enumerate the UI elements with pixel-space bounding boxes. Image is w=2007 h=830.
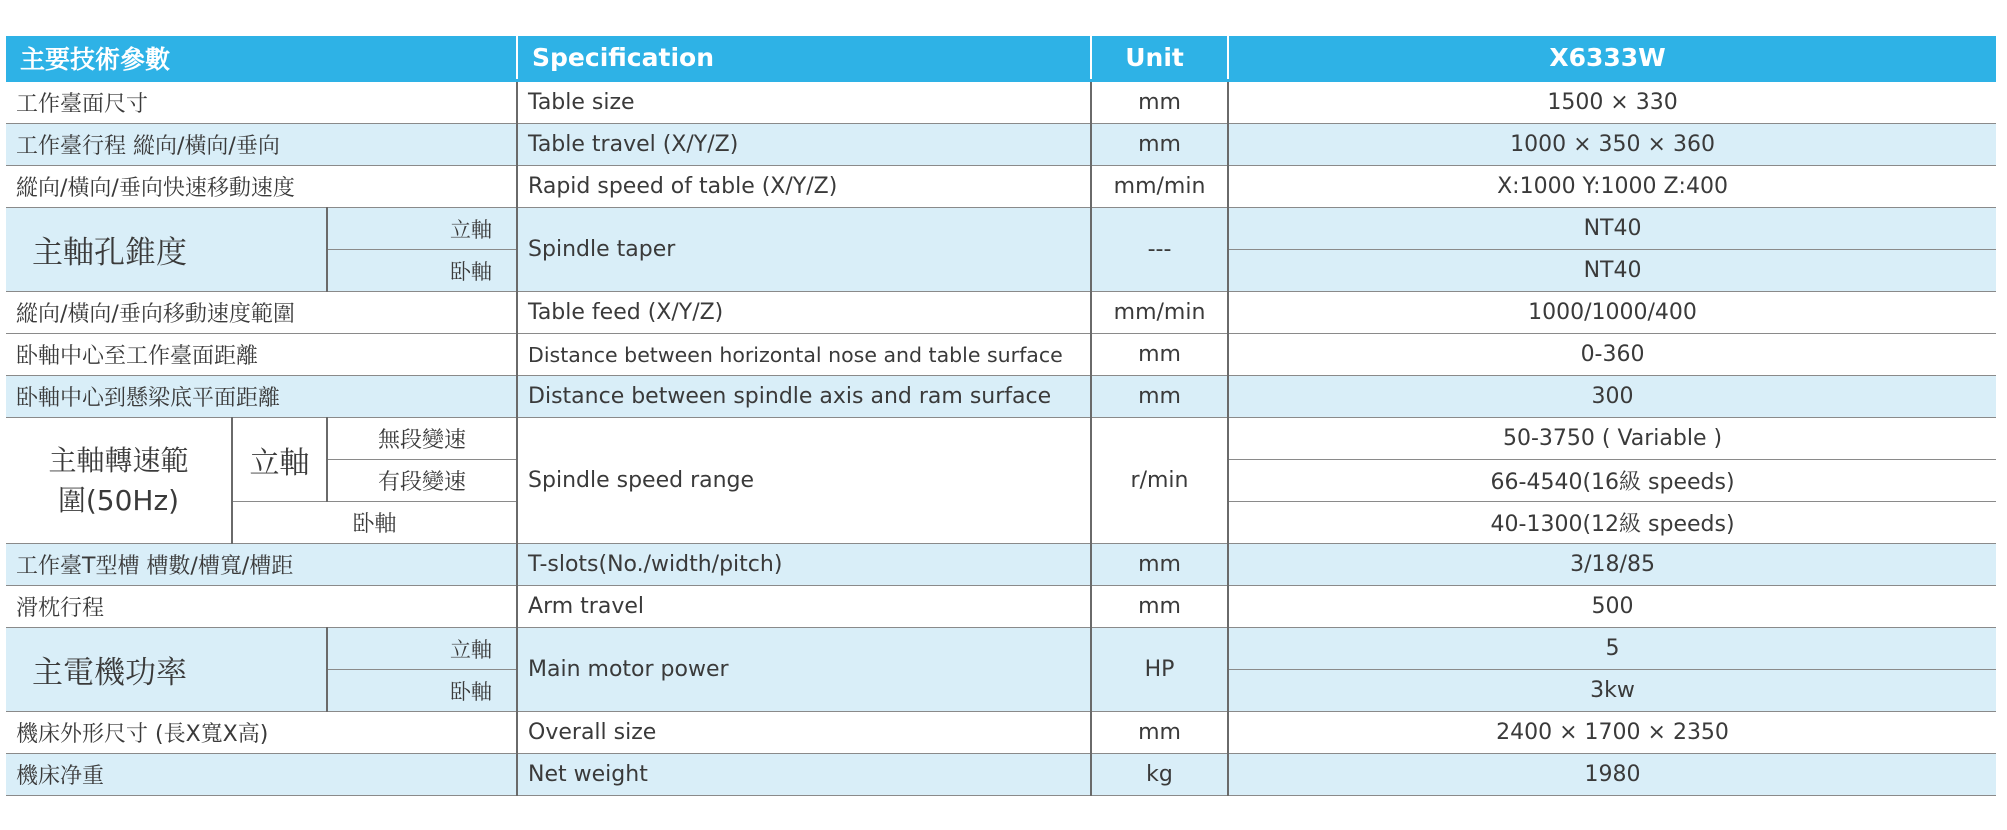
table-row [6, 166, 1996, 208]
row-value: 3/18/85 [1228, 544, 1996, 586]
row-unit: mm/min [1091, 166, 1228, 208]
row-unit: mm [1091, 81, 1228, 124]
row-en: Table feed (X/Y/Z) [517, 292, 1091, 334]
row-en: Main motor power [517, 628, 1091, 712]
row-value: 1000/1000/400 [1228, 292, 1996, 334]
table-row [6, 208, 1996, 250]
table-row [6, 376, 1996, 418]
row-unit: mm [1091, 544, 1228, 586]
table-row [6, 586, 1996, 628]
table-row [6, 628, 1996, 670]
table-row [6, 334, 1996, 376]
header-spec: Specification [517, 36, 1091, 81]
row-sub: 立軸 [327, 628, 517, 670]
row-sub: 有段變速 [327, 460, 517, 502]
row-en: Arm travel [517, 586, 1091, 628]
row-en: Spindle taper [517, 208, 1091, 292]
spindle-speed-cn [6, 418, 232, 544]
row-cn-line2: 圍(50Hz) [57, 483, 180, 517]
row-sub: 卧軸 [327, 250, 517, 292]
row-value: 1000 × 350 × 360 [1228, 124, 1996, 166]
table-row [6, 124, 1996, 166]
table-row [6, 81, 1996, 124]
row-value: 40-1300(12級 speeds) [1228, 502, 1996, 544]
row-value: 500 [1228, 586, 1996, 628]
row-cn: 卧軸中心至工作臺面距離 [6, 334, 517, 376]
row-cn: 卧軸中心到懸梁底平面距離 [6, 376, 517, 418]
row-en: T-slots(No./width/pitch) [517, 544, 1091, 586]
row-sub: 無段變速 [327, 418, 517, 460]
row-unit: HP [1091, 628, 1228, 712]
row-sub-vertical: 立軸 [232, 418, 327, 502]
row-value: 66-4540(16級 speeds) [1228, 460, 1996, 502]
row-cn: 工作臺面尺寸 [6, 81, 517, 124]
header-unit: Unit [1091, 36, 1228, 81]
spec-table [6, 36, 1996, 796]
row-value: 3kw [1228, 670, 1996, 712]
row-cn: 機床外形尺寸 (長X寬X高) [6, 712, 517, 754]
row-unit: kg [1091, 754, 1228, 796]
row-unit: mm [1091, 334, 1228, 376]
row-en: Net weight [517, 754, 1091, 796]
row-unit: --- [1091, 208, 1228, 292]
row-en: Distance between horizontal nose and table surface [517, 334, 1091, 376]
row-en: Overall size [517, 712, 1091, 754]
row-value: 2400 × 1700 × 2350 [1228, 712, 1996, 754]
row-value: 300 [1228, 376, 1996, 418]
row-unit: mm [1091, 124, 1228, 166]
row-value: X:1000 Y:1000 Z:400 [1228, 166, 1996, 208]
row-cn: 工作臺行程 縱向/橫向/垂向 [6, 124, 517, 166]
header-param: 主要技術參數 [6, 36, 517, 81]
table-row [6, 754, 1996, 796]
row-value: 1980 [1228, 754, 1996, 796]
row-cn: 工作臺T型槽 槽數/槽寬/槽距 [6, 544, 517, 586]
table-row [6, 712, 1996, 754]
header-model: X6333W [1228, 36, 1996, 81]
row-value: 5 [1228, 628, 1996, 670]
row-unit: mm [1091, 376, 1228, 418]
row-sub: 立軸 [327, 208, 517, 250]
row-cn: 縱向/橫向/垂向移動速度範圍 [6, 292, 517, 334]
header-row [6, 36, 1996, 81]
row-value: NT40 [1228, 208, 1996, 250]
table-row [6, 544, 1996, 586]
row-value: 0-360 [1228, 334, 1996, 376]
row-value: 1500 × 330 [1228, 81, 1996, 124]
row-unit: r/min [1091, 418, 1228, 544]
row-en: Rapid speed of table (X/Y/Z) [517, 166, 1091, 208]
row-en: Table travel (X/Y/Z) [517, 124, 1091, 166]
row-cn: 縱向/橫向/垂向快速移動速度 [6, 166, 517, 208]
row-cn-line1: 主軸轉速範 [48, 443, 189, 477]
table-row [6, 418, 1996, 460]
row-en: Table size [517, 81, 1091, 124]
row-unit: mm/min [1091, 292, 1228, 334]
row-value: NT40 [1228, 250, 1996, 292]
row-sub-horizontal: 卧軸 [232, 502, 517, 544]
row-unit: mm [1091, 712, 1228, 754]
row-value: 50-3750 ( Variable ) [1228, 418, 1996, 460]
row-en: Spindle speed range [517, 418, 1091, 544]
row-unit: mm [1091, 586, 1228, 628]
row-en: Distance between spindle axis and ram surface [517, 376, 1091, 418]
row-cn: 主電機功率 [6, 628, 327, 712]
row-cn: 滑枕行程 [6, 586, 517, 628]
row-cn: 機床净重 [6, 754, 517, 796]
row-sub: 卧軸 [327, 670, 517, 712]
table-row [6, 292, 1996, 334]
row-cn: 主軸孔錐度 [6, 208, 327, 292]
